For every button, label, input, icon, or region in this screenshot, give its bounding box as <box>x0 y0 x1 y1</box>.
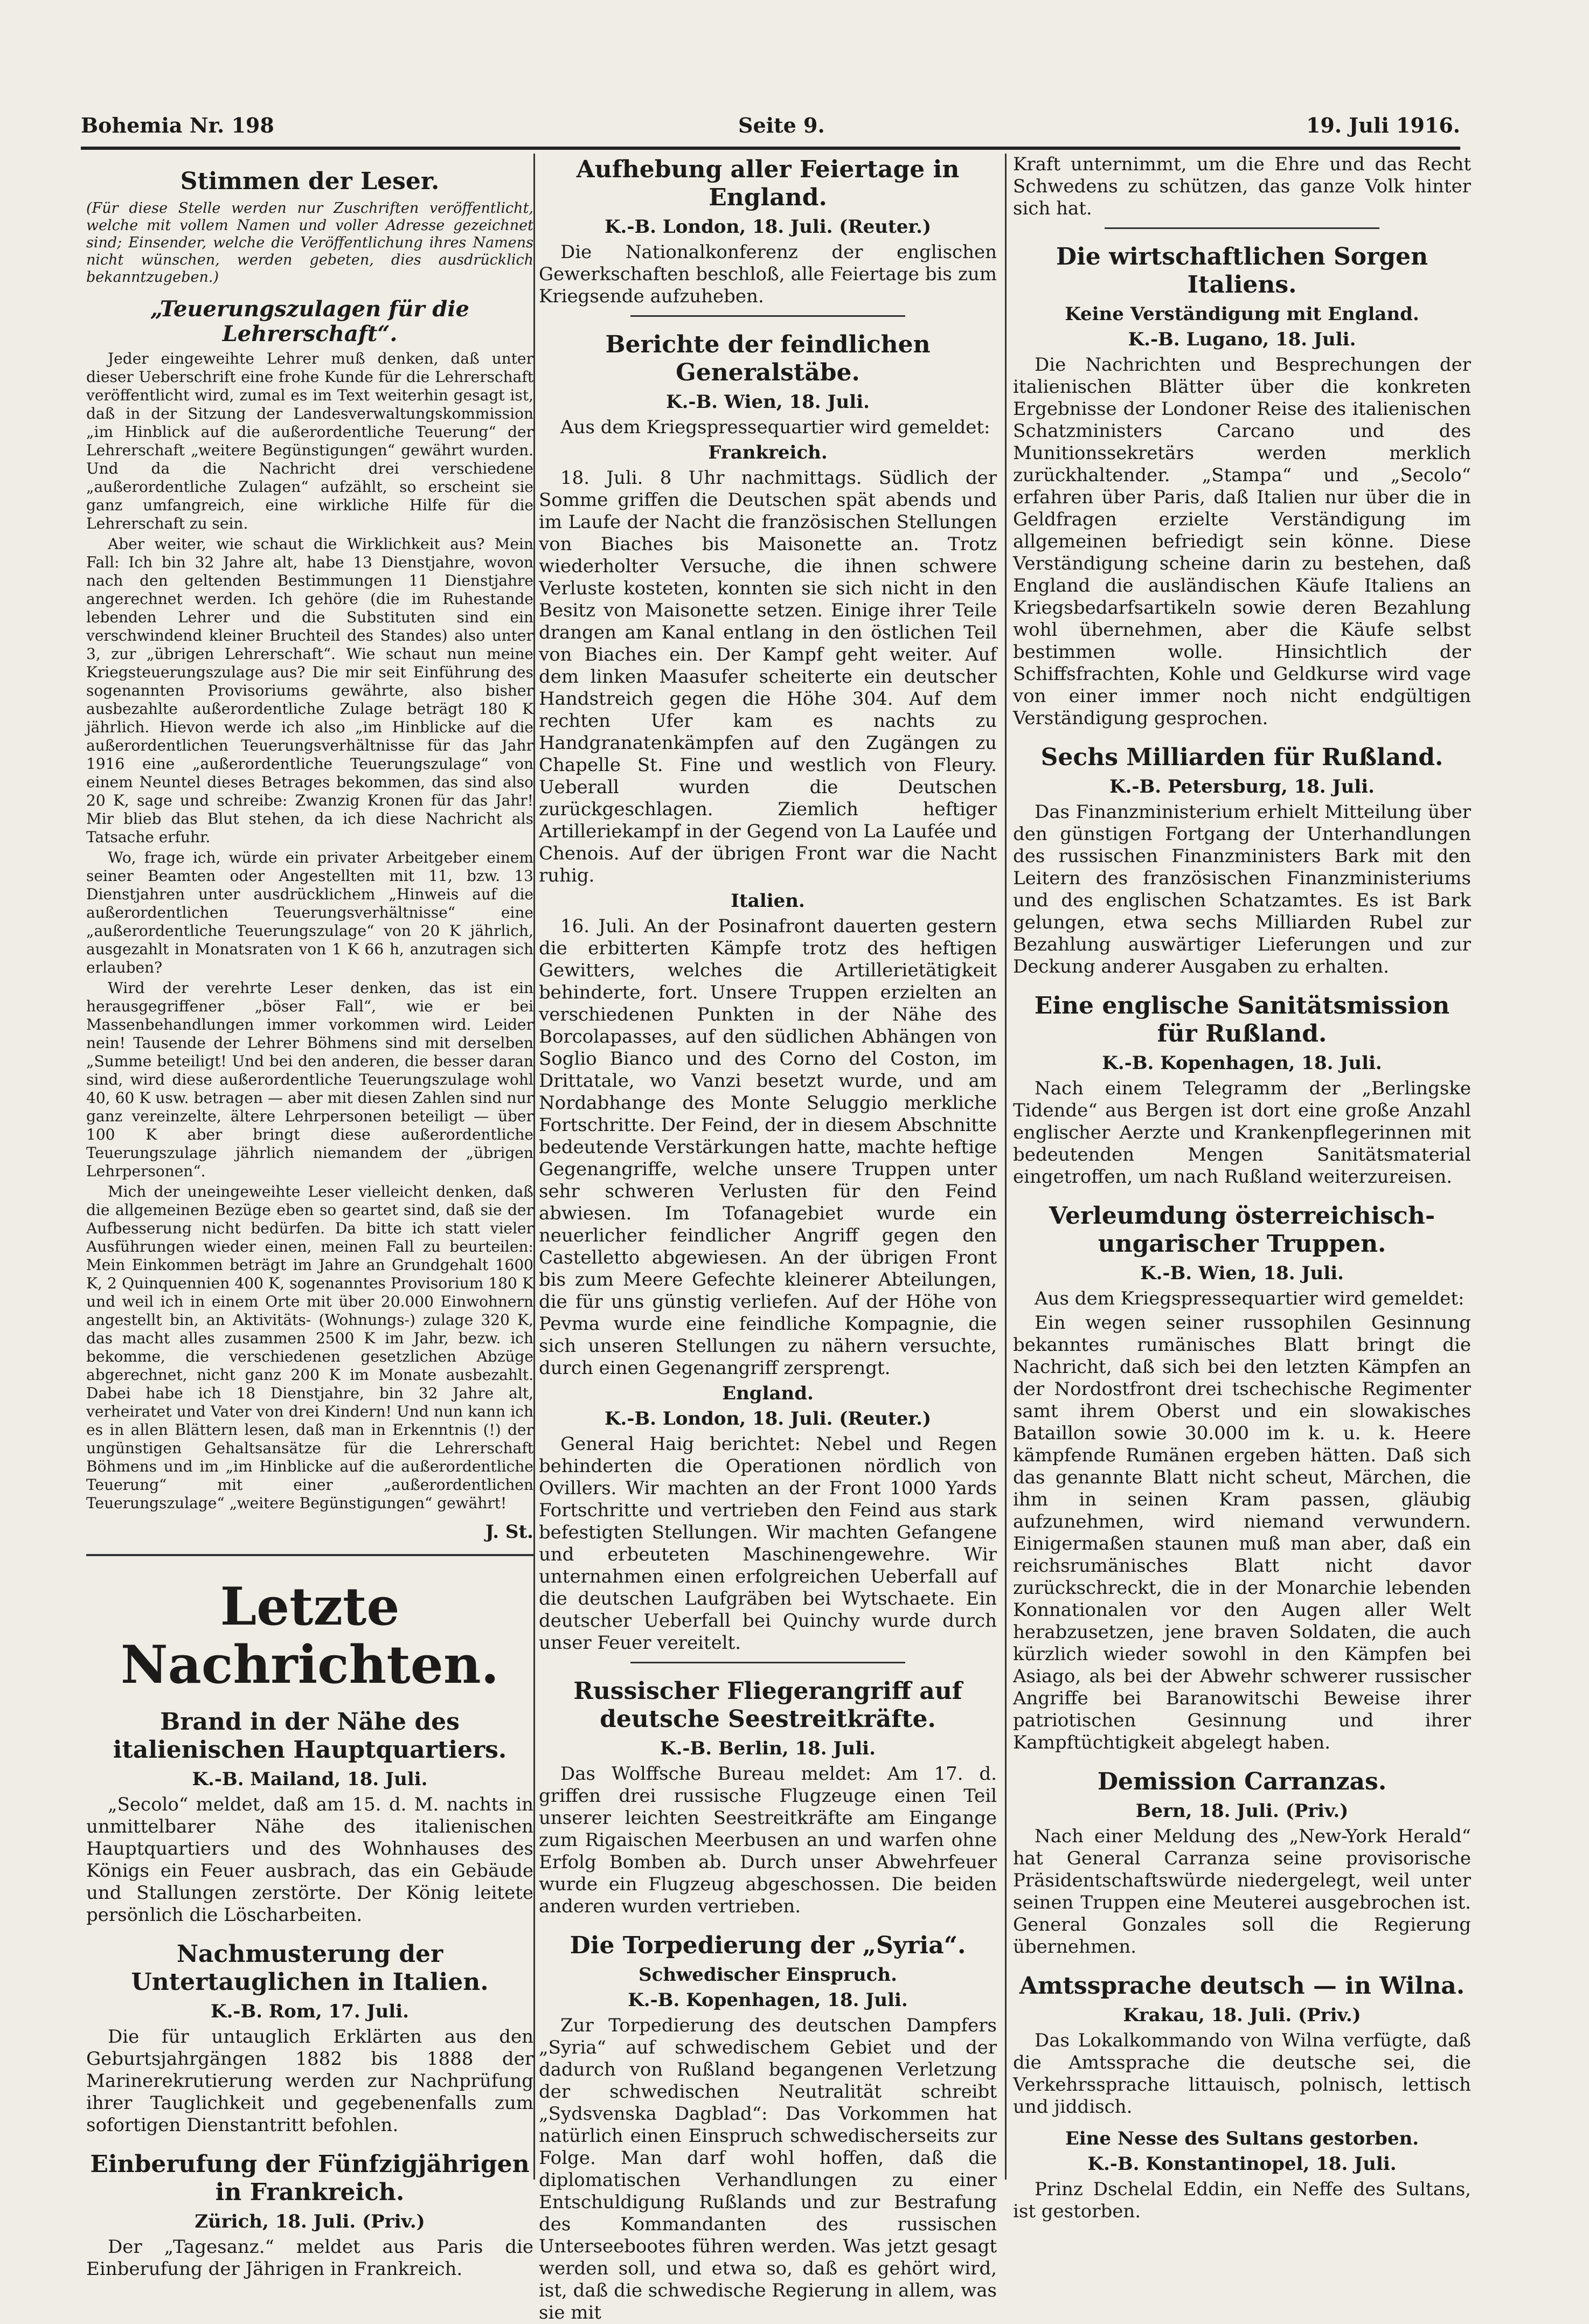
section-rule <box>630 315 905 317</box>
article-paragraph: Jeder eingeweihte Lehrer muß denken, daß unter dieser Ueberschrift eine frohe Kunde für die Lehrerschaft veröffentlicht wird, zumal es im Text weiterhin gesagt ist, daß in der Sitzung der Landesverwaltungskommission „im Hinblick auf die außerordentliche Teuerung“ der Lehrerschaft „weitere Begünstigungen“ gewährt wurden. Und da die Nachricht drei verschiedene „außerordentliche Zulagen“ aufzählt, so erscheint sie ganz umfangreich, eine wirkliche Hilfe für die Lehrerschaft zu sein. <box>86 350 533 532</box>
column-3 <box>1013 154 1471 2222</box>
article-text: Die Nationalkonferenz der englischen Gewerkschaften beschloß, alle Feiertage bis zum Kriegsende aufzuheben. <box>539 241 997 307</box>
article-text: General Haig berichtet: Nebel und Regen behinderten die Operationen nördlich von Ovillers. Wir machten an der Front 1000 Yards Fortschritte und vertrieben den Feind aus stark befestigten Stellungen. Wir machten Gefangene und erbeuteten Maschinengewehre. Wir unternahmen einen erfolgreichen Ueberfall auf die deutschen Laufgräben bei Wytschaete. Ein deutscher Ueberfall bei Quinchy wurde durch unser Feuer vereitelt. <box>539 1433 997 1654</box>
article-text: 18. Juli. 8 Uhr nachmittags. Südlich der Somme griffen die Deutschen spät abends und im Laufe der Nacht die französischen Stellungen von Biaches bis Maisonette an. Trotz wiederholter Versuche, die ihnen schwere Verluste kosteten, konnten sie sich nicht in den Besitz von Maisonette setzen. Einige ihrer Teile drangen am Kanal entlang in den östlichen Teil von Biaches ein. Der Kampf geht weiter. Auf dem linken Maasufer scheiterte ein deutscher Handstreich gegen die Höhe 304. Auf dem rechten Ufer kam es nachts zu Handgranatenkämpfen auf den Zugängen zu Chapelle St. Fine und westlich von Fleury. Ueberall wurden die Deutschen zurückgeschlagen. Ziemlich heftiger Artilleriekampf in der Gegend von La Laufée und Chenois. Auf der übrigen Front war die Nacht ruhig. <box>539 467 997 886</box>
article-title-sorgen: Die wirtschaftlichen Sorgen Italiens. <box>1056 243 1428 299</box>
issue-date: 19. Juli 1916. <box>1306 113 1460 137</box>
dateline: K.-B. Wien, 18. Juli. <box>1140 1262 1344 1284</box>
article-paragraph: Mich der uneingeweihte Leser vielleicht denken, daß die allgemeinen Bezüge eben so geartet sind, daß sie der Aufbesserung nicht bedürfen. Da bitte ich statt vieler Ausführungen wieder einen, meinen Fall zu beurteilen: Mein Einkommen beträgt im Jahre an Grundgehalt 1600 K, 2 Quinquennien 400 K, sogenanntes Provisorium 180 K und weil ich in einem Orte mit über 20.000 Einwohnern angestellt bin, an Aktivitäts- (Wohnungs-) zulage 320 K, das macht alles zusammen 2500 K im Jahr, bezw. ich bekomme, die verschiedenen gesetzlichen Abzüge abgerechnet, nicht ganz 200 K im Monate ausbezahlt. Dabei habe ich 18 Dienstjahre, bin 32 Jahre alt, verheiratet und Vater von drei Kindern! Und nun kann ich es in allen Blättern lesen, daß man in Erkenntnis (!) der ungünstigen Gehaltsansätze für die Lehrerschaft Böhmens und im „im Hinblicke auf die außerordentliche Teuerung“ mit einer „außerordentlichen Teuerungszulage“ „weitere Begünstigungen“ gewährt! <box>86 1183 533 1512</box>
subheading: England. <box>722 1383 814 1404</box>
article-title-feiertage: Aufhebung aller Feiertage in England. <box>576 156 960 211</box>
issue-number: Bohemia Nr. 198 <box>81 113 274 137</box>
page-number: Seite 9. <box>738 113 825 137</box>
dateline: Krakau, 18. Juli. (Priv.) <box>1123 2004 1361 2026</box>
dateline: K.-B. Kopenhagen, 18. Juli. <box>628 1989 908 2011</box>
article-text: Das Finanzministerium erhielt Mitteilung über den günstigen Fortgang der Unterhandlungen des russischen Finanzministers Bark mit den Leitern des französischen Finanzministeriums und des englischen Schatzamtes. Es ist Bark gelungen, etwa sechs Milliarden Rubel zur Bezahlung auswärtiger Lieferungen und zur Deckung anderer Ausgaben zu erhalten. <box>1013 801 1471 977</box>
article-title-teuerungszulagen: „Teuerungszulagen für die Lehrerschaft“. <box>150 296 469 346</box>
dateline: K.-B. Rom, 17. Juli. <box>211 2001 409 2022</box>
article-title-berichte: Berichte der feindlichen Generalstäbe. <box>605 331 931 386</box>
dateline: K.-B. Kopenhagen, 18. Juli. <box>1102 1052 1382 1074</box>
article-title-milliarden: Sechs Milliarden für Rußland. <box>1040 744 1444 771</box>
article-text: Die für untauglich Erklärten aus den Geburtsjahrgängen 1882 bis 1888 der Marinerekrutierung werden zur Nachprüfung ihrer Tauglichkeit und gegebenenfalls zum sofortigen Dienstantritt befohlen. <box>86 2026 533 2136</box>
article-title-einberufung: Einberufung der Fünfzigjährigen in Frankreich. <box>90 2150 530 2206</box>
article-title-wilna: Amtssprache deutsch — in Wilna. <box>1019 1972 1465 2000</box>
article-signature: J. St. <box>485 1521 533 1543</box>
dateline: K.-B. Mailand, 18. Juli. <box>192 1768 428 1790</box>
article-paragraph: Aber weiter, wie schaut die Wirklichkeit aus? Mein Fall: Ich bin 32 Jahre alt, habe 13 Dienstjahre, wovon nach den geltenden Bestimmungen 11 Dienstjahre angerechnet werden. Ich gehöre (die im Ruhestande lebenden Lehrer und die Substituten sind ein verschwindend kleiner Bruchteil des Standes) also unter 3, zur „übrigen Lehrerschaft“. Wie schaut nun meine Kriegsteuerungszulage aus? Die mir seit Einführung des sogenannten Provisoriums gewährte, also bisher ausbezahlte außerordentliche Zulage beträgt 180 K jährlich. Hievon werde ich also „im Hinblicke auf die außerordentlichen Teuerungsverhältnisse für das Jahr 1916 eine „außerordentliche Teuerungszulage“ von einem Neuntel dieses Betrages bekommen, das sind also 20 K, sage und schreibe: Zwanzig Kronen für das Jahr! Mir blieb das Blut stehen, da ich diese Nachricht als Tatsache erfuhr. <box>86 535 533 846</box>
subheading: Schwedischer Einspruch. <box>639 1964 897 1986</box>
article-text: Die Nachrichten und Besprechungen der italienischen Blätter über die konkreten Ergebnisse der Londoner Reise des italienischen Schatzministers Carcano und des Munitionssekretärs werden merklich zurückhaltender. „Stampa“ und „Secolo“ erfahren über Paris, daß Italien nur über die in Geldfragen erzielte Verständigung im allgemeinen befriedigt sein könne. Diese Verständigung scheine darin zu bestehen, daß England die ausländischen Käufe Italiens an Kriegsbedarfsartikeln sowie deren Bezahlung wohl übernehmen, aber die Käufe selbst bestimmen wolle. Hinsichtlich der Schiffsfrachten, Kohle und Geldkurse wird vage von einer immer noch nicht endgültigen Verständigung gesprochen. <box>1013 354 1471 729</box>
header-rule <box>81 147 1460 150</box>
article-text: Nach einem Telegramm der „Berlingske Tidende“ aus Bergen ist dort eine große Anzahl englischer Aerzte und Krankenpflegerinnen mit bedeutenden Mengen Sanitätsmaterial eingetroffen, um nach Rußland weiterzureisen. <box>1013 1078 1471 1188</box>
dateline: Zürich, 18. Juli. (Priv.) <box>195 2211 425 2232</box>
section-rule <box>630 1662 905 1663</box>
dateline: K.-B. Berlin, 18. Juli. <box>660 1738 876 1759</box>
article-paragraph: Wird der verehrte Leser denken, das ist ein herausgegriffener „böser Fall“, wie er bei Massenbehandlungen immer vorkommen wird. Leider nein! Tausende der Lehrer Böhmens sind mit derselben „Summe beteiligt! Und bei den anderen, die besser daran sind, wird diese außerordentliche Teuerungszulage wohl 40, 60 K usw. betragen — aber mit diesen Zahlen sind nur ganz vereinzelte, ältere Lehrpersonen beteiligt — über 100 K aber bringt diese außerordentliche Teuerungszulage jährlich niemandem der „übrigen Lehrpersonen“. <box>86 979 533 1180</box>
column-1 <box>86 154 533 2280</box>
dateline: Bern, 18. Juli. (Priv.) <box>1135 1800 1349 1822</box>
subheading: Keine Verständigung mit England. <box>1065 303 1419 325</box>
subheading: Italien. <box>731 890 805 912</box>
column-rule-2 <box>1005 154 1007 2180</box>
article-paragraph: Wo, frage ich, würde ein privater Arbeitgeber einem seiner Beamten oder Angestellten mit 11, bzw. 13 Dienstjahren unter ausdrücklichem „Hinweis auf die außerordentlichen Teuerungsverhältnisse“ eine „außerordentliche Teuerungszulage“ von 20 K jährlich, ausgezahlt in Monatsraten von 1 K 66 h, anzutragen sich erlauben? <box>86 849 533 976</box>
dateline: K.-B. Petersburg, 18. Juli. <box>1109 776 1375 797</box>
article-text: Prinz Dschelal Eddin, ein Neffe des Sultans, ist gestorben. <box>1013 2179 1471 2222</box>
article-text: 16. Juli. An der Posinafront dauerten gestern die erbitterten Kämpfe trotz des heftigen Gewitters, welches die Artillerietätigkeit behinderte, fort. Unsere Truppen erzielten an verschiedenen Punkten in der Nähe des Borcolapasses, auf den südlichen Abhängen von Soglio Bianco und des Corno del Coston, im Drittatale, wo Vanzi besetzt wurde, und am Nordabhange des Monte Seluggio merkliche Fortschritte. Der Feind, der in diesem Abschnitte bedeutende Verstärkungen hatte, machte heftige Gegenangriffe, welche unsere Truppen unter sehr schweren Verlusten für den Feind abwiesen. Im Tofanagebiet wurde ein neuerlicher feindlicher Angriff gegen den Castelletto abgewiesen. An der übrigen Front bis zum Meere Gefechte kleinerer Abteilungen, die für uns günstig verliefen. Auf der Höhe von Pevma wurde eine feindliche Kompagnie, die sich unseren Stellungen zu nähern versuchte, durch einen Gegenangriff zersprengt. <box>539 915 997 1379</box>
section-rule <box>1105 227 1379 229</box>
article-title-brand: Brand in der Nähe des italienischen Hauptquartiers. <box>113 1708 507 1764</box>
page-header <box>81 108 1460 145</box>
article-title-verleumdung: Verleumdung österreichisch-ungarischer Truppen. <box>1049 1202 1435 1258</box>
dateline: K.-B. London, 18. Juli. (Reuter.) <box>604 1408 932 1430</box>
article-text: Ein wegen seiner russophilen Gesinnung bekanntes rumänisches Blatt bringt die Nachricht, daß sich bei den letzten Kämpfen an der Nordostfront drei tschechische Regimenter samt ihrem Oberst und ein slowakisches Bataillon sowie 30.000 im k. u. k. Heere kämpfende Rumänen ergeben hätten. Daß sich das genannte Blatt nicht scheut, Märchen, die ihm in seinen Kram passen, gläubig aufzunehmen, wird niemand verwundern. Einigermaßen staunen muß man aber, daß ein reichsrumänisches Blatt nicht davor zurückschreckt, die in der Monarchie lebenden Konnationalen vor den Augen aller Welt herabzusetzen, jene braven Soldaten, die auch kürzlich wieder sowohl in den Kämpfen bei Asiago, als bei der Abwehr schwerer russischer Angriffe bei Baranowitschi Beweise ihrer patriotischen Gesinnung und ihrer Kampftüchtigkeit abgelegt haben. <box>1013 1312 1471 1753</box>
article-text: Das Wolffsche Bureau meldet: Am 17. d. griffen drei russische Flugzeuge einen Teil unserer leichten Seestreitkräfte am Eingange zum Rigaischen Meerbusen an und warfen ohne Erfolg Bomben ab. Durch unser Abwehrfeuer wurde ein Flugzeug abgeschossen. Die beiden anderen wurden vertrieben. <box>539 1763 997 1917</box>
article-text: Aus dem Kriegspressequartier wird gemeldet: <box>1035 1288 1465 1309</box>
readers-note: (Für diese Stelle werden nur Zuschriften veröffentlicht, welche mit vollem Namen und voller Adresse gezeichnet sind; Einsender, welche die Veröffentlichung ihres Namens nicht wünschen, werden gebeten, dies ausdrücklich bekanntzugeben.) <box>86 200 533 286</box>
article-text-continued: Kraft unternimmt, um die Ehre und das Recht Schwedens zu schützen, das ganze Volk hinter sich hat. <box>1013 154 1471 219</box>
column-2 <box>539 154 997 2323</box>
column-rule-1 <box>533 154 535 2180</box>
section-rule <box>86 1554 533 1556</box>
article-title-sultan: Eine Nesse des Sultans gestorben. <box>1065 2128 1419 2149</box>
article-text: Aus dem Kriegspressequartier wird gemeldet: <box>560 417 990 438</box>
article-title-syria: Die Torpedierung der „Syria“. <box>570 1932 966 1959</box>
article-text: Das Lokalkommando von Wilna verfügte, daß die Amtssprache die deutsche sei, die Verkehrssprache littauisch, polnisch, lettisch und jiddisch. <box>1013 2030 1471 2118</box>
dateline: K.-B. Konstantinopel, 18. Juli. <box>1087 2153 1397 2175</box>
readers-section-title: Stimmen der Leser. <box>180 168 440 195</box>
article-text: Nach einer Meldung des „New-York Herald“ hat General Carranza seine provisorische Präsidentschaftswürde niedergelegt, weil unter seinen Truppen eine Meuterei ausgebrochen ist. General Gonzales soll die Regierung übernehmen. <box>1013 1826 1471 1958</box>
subheading: Frankreich. <box>708 442 828 463</box>
article-title-sanitaetsmission: Eine englische Sanitätsmission für Rußland. <box>1034 992 1450 1047</box>
dateline: K.-B. Wien, 18. Juli. <box>666 391 870 413</box>
article-text: Der „Tagesanz.“ meldet aus Paris die Einberufung der Jährigen in Frankreich. <box>86 2236 533 2280</box>
latest-news-title: Letzte Nachrichten. <box>120 1576 499 1695</box>
article-title-carranza: Demission Carranzas. <box>1097 1768 1387 1795</box>
article-title-fliegerangriff: Russischer Fliegerangriff auf deutsche Seestreitkräfte. <box>573 1677 962 1733</box>
dateline: K.-B. Lugano, 18. Juli. <box>1128 329 1356 350</box>
article-text: „Secolo“ meldet, daß am 15. d. M. nachts in unmittelbarer Nähe des italienischen Hauptquartiers und des Wohnhauses des Königs ein Feuer ausbrach, das ein Gebäude und Stallungen zerstörte. Der König leitete persönlich die Löscharbeiten. <box>86 1794 533 1926</box>
article-text: Zur Torpedierung des deutschen Dampfers „Syria“ auf schwedischem Gebiet und der dadurch von Rußland begangenen Verletzung der schwedischen Neutralität schreibt „Sydsvenska Dagblad“: Das Vorkommen hat natürlich einen Einspruch schwedischerseits zur Folge. Man darf wohl hoffen, daß die diplomatischen Verhandlungen zu einer Entschuldigung Rußlands und zur Bestrafung des Kommandanten des russischen Unterseebootes führen werden. Was jetzt gesagt werden soll, und etwa so, daß es gehört wird, ist, daß die schwedische Regierung in allem, was sie mit <box>539 2015 997 2323</box>
dateline: K.-B. London, 18. Juli. (Reuter.) <box>604 216 932 238</box>
article-title-nachmusterung: Nachmusterung der Untertauglichen in Italien. <box>131 1940 489 1996</box>
